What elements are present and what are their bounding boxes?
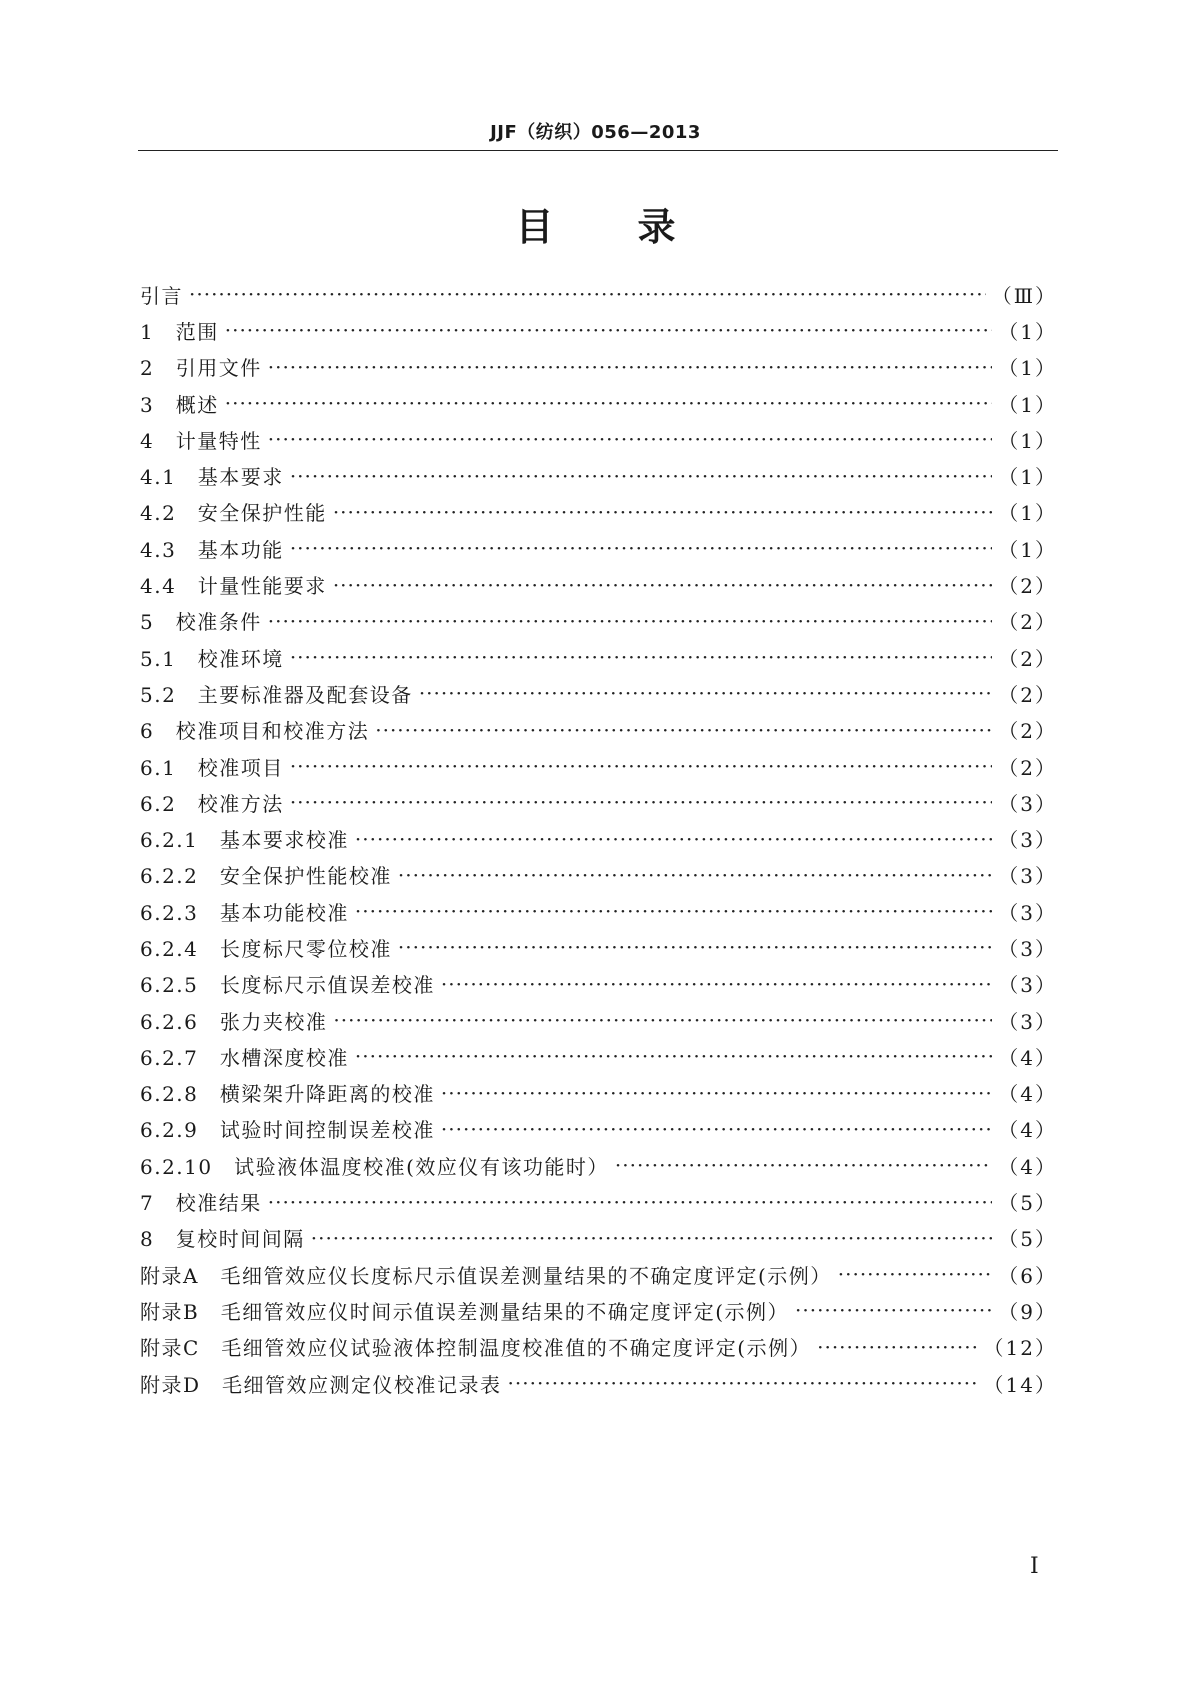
- toc-dot-leader: [333, 1008, 992, 1032]
- toc-entry-label: 6.1 校准项目: [140, 755, 284, 780]
- toc-entry-page: （3）: [998, 791, 1057, 816]
- toc-dot-leader: [268, 427, 993, 451]
- toc-dot-leader: [441, 972, 992, 996]
- toc-entry-label: 附录A 毛细管效应仪长度标尺示值误差测量结果的不确定度评定(示例）: [140, 1263, 832, 1288]
- toc-entry: [140, 1147, 1057, 1183]
- toc-entry: [140, 603, 1057, 639]
- toc-entry-label: 1 范围: [140, 319, 219, 344]
- toc-entry-page: （3）: [998, 1009, 1057, 1034]
- toc-dot-leader: [375, 718, 992, 742]
- toc-entry: [140, 530, 1057, 566]
- toc-entry: [140, 893, 1057, 929]
- toc-entry: [140, 820, 1057, 856]
- toc-dot-leader: [290, 790, 992, 814]
- toc-entry-label: 附录D 毛细管效应测定仪校准记录表: [140, 1372, 502, 1397]
- toc-entry-page: （4）: [998, 1118, 1057, 1143]
- toc-entry-label: 2 引用文件: [140, 356, 262, 381]
- toc-entry: [140, 1038, 1057, 1074]
- toc-entry: [140, 1329, 1057, 1365]
- toc-entry-page: （2）: [998, 682, 1057, 707]
- toc-entry-label: 8 复校时间间隔: [140, 1227, 305, 1252]
- toc-dot-leader: [311, 1226, 993, 1250]
- toc-dot-leader: [290, 645, 992, 669]
- toc-entry-page: （14）: [983, 1372, 1057, 1397]
- toc-entry: [140, 639, 1057, 675]
- toc-entry-page: （5）: [998, 1191, 1057, 1216]
- toc-entry: [140, 748, 1057, 784]
- toc-entry-label: 6.2.7 水槽深度校准: [140, 1045, 349, 1070]
- toc-entry-page: （Ⅲ）: [991, 283, 1057, 308]
- toc-entry: [140, 1002, 1057, 1038]
- toc-entry-label: 5.1 校准环境: [140, 646, 284, 671]
- toc-entry: [140, 966, 1057, 1002]
- toc-entry-page: （2）: [998, 646, 1057, 671]
- toc-entry-page: （1）: [998, 465, 1057, 490]
- toc-entry-label: 6 校准项目和校准方法: [140, 719, 370, 744]
- toc-entry-label: 6.2 校准方法: [140, 791, 284, 816]
- toc-dot-leader: [290, 754, 992, 778]
- toc-dot-leader: [355, 1044, 992, 1068]
- toc-entry: [140, 457, 1057, 493]
- header-rule: [138, 150, 1058, 151]
- toc-entry: [140, 675, 1057, 711]
- toc-entry-label: 6.2.9 试验时间控制误差校准: [140, 1118, 435, 1143]
- toc-entry-label: 6.2.10 试验液体温度校准(效应仪有该功能时）: [140, 1154, 609, 1179]
- toc-entry-page: （1）: [998, 428, 1057, 453]
- toc-entry-label: 6.2.1 基本要求校准: [140, 828, 349, 853]
- toc-entry-page: （1）: [998, 392, 1057, 417]
- toc-dot-leader: [398, 863, 992, 887]
- toc-entry-label: 4.2 安全保护性能: [140, 501, 327, 526]
- toc-entry: [140, 566, 1057, 602]
- toc-entry-label: 6.2.2 安全保护性能校准: [140, 864, 392, 889]
- toc-entry: [140, 1075, 1057, 1111]
- toc-entry-page: （9）: [998, 1299, 1057, 1324]
- toc-dot-leader: [615, 1153, 992, 1177]
- toc-entry-page: （3）: [998, 936, 1057, 961]
- page-number: Ⅰ: [1030, 1554, 1039, 1579]
- toc-entry-label: 5 校准条件: [140, 610, 262, 635]
- toc-dot-leader: [225, 391, 993, 415]
- toc-entry-page: （1）: [998, 319, 1057, 344]
- toc-entry-label: 3 概述: [140, 392, 219, 417]
- toc-entry-page: （1）: [998, 501, 1057, 526]
- toc-dot-leader: [268, 355, 993, 379]
- toc-entry-page: （1）: [998, 537, 1057, 562]
- toc-entry-label: 4.4 计量性能要求: [140, 574, 327, 599]
- toc-entry-label: 7 校准结果: [140, 1191, 262, 1216]
- toc-dot-leader: [333, 573, 992, 597]
- title-char-1: 目: [515, 205, 554, 249]
- toc-dot-leader: [333, 500, 992, 524]
- toc-entry-page: （4）: [998, 1154, 1057, 1179]
- toc-entry-label: 4 计量特性: [140, 428, 262, 453]
- toc-entry-page: （5）: [998, 1227, 1057, 1252]
- toc-dot-leader: [225, 318, 993, 342]
- toc-entry-page: （12）: [983, 1336, 1057, 1361]
- title-char-2: 录: [637, 205, 676, 249]
- toc-entry: [140, 1220, 1057, 1256]
- toc-dot-leader: [290, 536, 992, 560]
- toc-entry-page: （3）: [998, 900, 1057, 925]
- table-of-contents: [140, 276, 1057, 1401]
- toc-entry-page: （3）: [998, 828, 1057, 853]
- toc-entry: [140, 712, 1057, 748]
- toc-dot-leader: [189, 282, 986, 306]
- toc-entry: [140, 312, 1057, 348]
- toc-dot-leader: [508, 1371, 978, 1395]
- toc-entry-page: （2）: [998, 719, 1057, 744]
- toc-entry-label: 附录B 毛细管效应仪时间示值误差测量结果的不确定度评定(示例）: [140, 1299, 789, 1324]
- toc-dot-leader: [795, 1298, 992, 1322]
- toc-entry-label: 6.2.5 长度标尺示值误差校准: [140, 973, 435, 998]
- toc-entry-page: （4）: [998, 1082, 1057, 1107]
- toc-entry-label: 5.2 主要标准器及配套设备: [140, 682, 413, 707]
- toc-entry: [140, 857, 1057, 893]
- toc-dot-leader: [398, 935, 992, 959]
- toc-entry: [140, 385, 1057, 421]
- toc-entry: [140, 349, 1057, 385]
- toc-entry-page: （2）: [998, 755, 1057, 780]
- toc-entry-page: （6）: [998, 1263, 1057, 1288]
- toc-entry: [140, 1183, 1057, 1219]
- page-title: [0, 196, 1191, 251]
- toc-entry: [140, 1256, 1057, 1292]
- toc-entry: [140, 276, 1057, 312]
- toc-entry-page: （1）: [998, 356, 1057, 381]
- toc-entry-page: （4）: [998, 1045, 1057, 1070]
- toc-entry-label: 6.2.4 长度标尺零位校准: [140, 936, 392, 961]
- toc-entry-label: 4.1 基本要求: [140, 465, 284, 490]
- toc-dot-leader: [268, 609, 993, 633]
- toc-entry: [140, 929, 1057, 965]
- toc-entry: [140, 421, 1057, 457]
- standard-code: JJF（纺织）056—2013: [490, 122, 701, 143]
- toc-entry-page: （3）: [998, 864, 1057, 889]
- toc-dot-leader: [355, 827, 992, 851]
- toc-dot-leader: [838, 1262, 993, 1286]
- toc-entry: [140, 784, 1057, 820]
- toc-entry-label: 引言: [140, 283, 183, 308]
- toc-dot-leader: [419, 681, 992, 705]
- toc-entry-label: 附录C 毛细管效应仪试验液体控制温度校准值的不确定度评定(示例）: [140, 1336, 812, 1361]
- toc-entry-label: 6.2.8 横梁架升降距离的校准: [140, 1082, 435, 1107]
- toc-dot-leader: [441, 1117, 992, 1141]
- toc-dot-leader: [268, 1190, 993, 1214]
- toc-entry-label: 6.2.6 张力夹校准: [140, 1009, 328, 1034]
- toc-dot-leader: [441, 1081, 992, 1105]
- toc-entry-page: （2）: [998, 610, 1057, 635]
- toc-entry: [140, 1365, 1057, 1401]
- toc-entry-page: （2）: [998, 574, 1057, 599]
- toc-entry-label: 6.2.3 基本功能校准: [140, 900, 349, 925]
- toc-entry-page: （3）: [998, 973, 1057, 998]
- toc-entry-label: 4.3 基本功能: [140, 537, 284, 562]
- toc-entry: [140, 494, 1057, 530]
- toc-dot-leader: [817, 1335, 977, 1359]
- toc-entry: [140, 1292, 1057, 1328]
- toc-dot-leader: [355, 899, 992, 923]
- toc-dot-leader: [290, 464, 992, 488]
- toc-entry: [140, 1111, 1057, 1147]
